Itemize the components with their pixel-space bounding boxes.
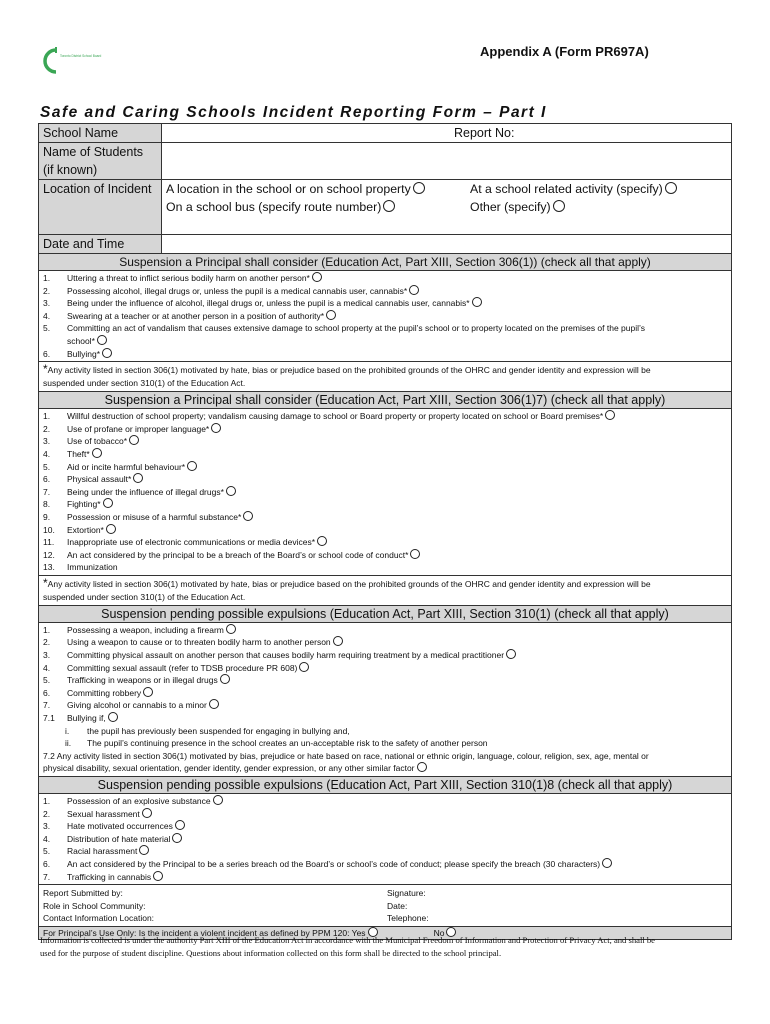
section4-items <box>39 794 731 885</box>
section4-item-checkbox[interactable] <box>213 795 223 805</box>
section1-item <box>43 285 727 298</box>
section2-item-checkbox[interactable] <box>133 473 143 483</box>
loc-school-property-radio[interactable] <box>413 182 425 194</box>
loc-school-property-label: A location in the school or on school property <box>166 182 411 196</box>
section2-item-number: 4. <box>43 448 51 459</box>
section3-item-checkbox[interactable] <box>299 662 309 672</box>
section2-item <box>43 423 727 436</box>
section3-item <box>43 687 727 700</box>
section3-item-checkbox[interactable] <box>506 649 516 659</box>
section2-item-number: 11. <box>43 537 55 548</box>
section3-item-number: 5. <box>43 675 51 686</box>
loc-school-bus-label: On a school bus (specify route number) <box>166 200 382 214</box>
section3-item-checkbox[interactable] <box>143 687 153 697</box>
section3-item <box>43 636 727 649</box>
section2-note-line1: Any activity listed in section 306(1) motivated by hate, bias or prejudice based on the prohibited grounds of the OHRC and gender identity and expression will be <box>47 578 651 589</box>
section3-sub-item <box>43 725 727 738</box>
section2-item-checkbox[interactable] <box>187 461 197 471</box>
date-time-row <box>39 235 731 254</box>
section3-item-number: 4. <box>43 662 51 673</box>
section2-item-text: Use of tobacco* <box>67 436 128 447</box>
section1-item <box>43 272 727 285</box>
section2-item <box>43 435 727 448</box>
section1-item-number: 2. <box>43 285 51 296</box>
section1-item-checkbox[interactable] <box>409 285 419 295</box>
date-time-field[interactable] <box>162 235 731 253</box>
section4-item-checkbox[interactable] <box>139 845 149 855</box>
page-title: Safe and Caring Schools Incident Reporting Form – Part I <box>40 104 547 121</box>
section2-item-text: Aid or incite harmful behaviour* <box>67 461 186 472</box>
section2-item-text: Inappropriate use of electronic communications or media devices* <box>67 537 316 548</box>
section1-heading: Suspension a Principal shall consider (Education Act, Part XIII, Section 306(1)) (check all that apply) <box>39 254 731 271</box>
section4-item <box>43 858 727 871</box>
privacy-notice-line1: Information is collected is under the authority Part XIII of the Education Act in accordance with the Municipal Freedom of Information and Protection of Privacy Act, and shall be <box>40 935 655 945</box>
students-label-line2: (if known) <box>43 163 98 177</box>
section4-item-text: Sexual harassment <box>67 808 140 819</box>
section3-item-number: 1. <box>43 624 51 635</box>
section2-item-number: 3. <box>43 436 51 447</box>
role-label[interactable]: Role in School Community: <box>43 900 146 911</box>
section3-item-7-2-line1: 7.2 Any activity listed in section 306(1) motivated by bias, prejudice or hate based on race, national or ethnic origin, language, colour, religion, sex, age, mental or <box>43 750 649 761</box>
section2-item <box>43 473 727 486</box>
loc-other-label: Other (specify) <box>470 200 551 214</box>
section4-item <box>43 808 727 821</box>
section3-item-checkbox[interactable] <box>220 674 230 684</box>
section3-item-number: 6. <box>43 687 51 698</box>
school-name-label: School Name <box>39 124 162 142</box>
section1-item-number: 4. <box>43 310 51 321</box>
section1-note-line1: Any activity listed in section 306(1) motivated by hate, bias or prejudice based on the prohibited grounds of the OHRC and gender identity and expression will be <box>47 365 651 376</box>
section2-item-text: Being under the influence of illegal drugs* <box>67 486 224 497</box>
section4-item <box>43 795 727 808</box>
section3-heading: Suspension pending possible expulsions (Education Act, Part XIII, Section 310(1) (check all that apply) <box>39 606 731 623</box>
location-options <box>162 180 731 234</box>
tdsb-logo <box>42 46 102 76</box>
section3-item-7-2-checkbox[interactable] <box>417 762 427 772</box>
section2-heading: Suspension a Principal shall consider (Education Act, Part XIII, Section 306(1)7) (check all that apply) <box>39 392 731 409</box>
section4-item-text: Hate motivated occurrences <box>67 821 173 832</box>
section1-item-number: 1. <box>43 273 51 283</box>
section4-item-number: 6. <box>43 858 51 869</box>
section4-item <box>43 820 727 833</box>
section3-item-number: 3. <box>43 650 51 661</box>
incident-form <box>38 123 732 940</box>
section2-item-text: Possession or misuse of a harmful substance* <box>67 511 242 522</box>
principal-no-label: No <box>433 927 445 938</box>
section3-sub-item-text: The pupil’s continuing presence in the school creates an un-acceptable risk to the safety of another person <box>87 738 488 749</box>
section2-item-checkbox[interactable] <box>410 549 420 559</box>
section4-item <box>43 871 727 884</box>
section4-item-text: An act considered by the Principal to be a series breach od the Board’s or school’s code of conduct; please specify the breach (30 characters) <box>67 858 601 869</box>
section1-item-number: 6. <box>43 348 51 359</box>
section3-item-text: Committing physical assault on another person that causes bodily harm requiring treatment by a medical practitioner <box>67 650 505 661</box>
section3-item-text: Possessing a weapon, including a firearm <box>67 624 224 635</box>
section3-item <box>43 624 727 637</box>
section2-note-star: * <box>43 575 48 590</box>
section3-item <box>43 699 727 712</box>
privacy-notice-line2: used for the purpose of student discipline. Questions about information collected on this form shall be directed to the school principal. <box>40 947 502 958</box>
section4-heading: Suspension pending possible expulsions (Education Act, Part XIII, Section 310(1)8 (check all that apply) <box>39 777 731 794</box>
section3-item-text: Giving alcohol or cannabis to a minor <box>67 700 207 711</box>
section2-item <box>43 524 727 537</box>
section2-item <box>43 561 727 574</box>
section4-item-number: 1. <box>43 796 51 806</box>
signature-label[interactable]: Signature: <box>387 888 426 899</box>
section4-item-number: 5. <box>43 846 51 857</box>
section2-item <box>43 448 727 461</box>
school-name-row <box>39 124 731 143</box>
section1-item-text: Committing an act of vandalism that causes extensive damage to school property at the pupil’s school or to property located on the premises of the pupil’s <box>67 323 646 334</box>
loc-other-radio[interactable] <box>553 200 565 212</box>
section4-item-checkbox[interactable] <box>602 858 612 868</box>
section4-item-checkbox[interactable] <box>175 820 185 830</box>
section4-item <box>43 845 727 858</box>
section1-item-text-cont: school* <box>67 335 95 346</box>
loc-school-bus-radio[interactable] <box>383 200 395 212</box>
section2-item-text: Fighting* <box>67 499 101 510</box>
section3-sub-item-number: i. <box>65 725 70 736</box>
section2-item-checkbox[interactable] <box>243 511 253 521</box>
section4-item <box>43 833 727 846</box>
section1-note-star: * <box>43 362 48 377</box>
section4-item-text: Racial harassment <box>67 846 138 857</box>
section4-item-checkbox[interactable] <box>142 808 152 818</box>
section1-item-checkbox[interactable] <box>472 297 482 307</box>
section2-item-text: Willful destruction of school property; vandalism causing damage to school or Board property or property located on school or Board premises* <box>67 411 604 422</box>
section1-item <box>43 297 727 310</box>
section2-item <box>43 410 727 423</box>
section1-item-checkbox[interactable] <box>97 335 107 345</box>
section3-item <box>43 662 727 675</box>
section3-item-text: Trafficking in weapons or in illegal drugs <box>67 675 218 686</box>
contact-label[interactable]: Contact Information Location: <box>43 913 155 924</box>
section2-item-number: 10. <box>43 524 55 535</box>
section3-item-7-2-line2: physical disability, sexual orientation, gender identity, gender expression, or any other similar factor <box>43 763 415 774</box>
loc-school-activity-radio[interactable] <box>665 182 677 194</box>
section3-item-text: Bullying if, <box>67 713 106 724</box>
section3-sub-item-number: ii. <box>65 738 72 749</box>
section2-item-checkbox[interactable] <box>226 486 236 496</box>
section2-item-text: An act considered by the principal to be a breach of the Board’s or school code of conduct* <box>67 549 409 560</box>
section1-item <box>43 348 727 361</box>
section2-item-number: 8. <box>43 499 51 510</box>
appendix-label: Appendix A (Form PR697A) <box>480 44 649 59</box>
section1-item <box>43 310 727 323</box>
section3-items <box>39 623 731 777</box>
section3-item-checkbox[interactable] <box>209 699 219 709</box>
section2-item <box>43 511 727 524</box>
section3-item-checkbox[interactable] <box>226 624 236 634</box>
location-label: Location of Incident <box>39 180 162 234</box>
section1-note <box>39 362 731 392</box>
section2-item-number: 5. <box>43 461 51 472</box>
section2-item-number: 9. <box>43 511 51 522</box>
date-label[interactable]: Date: <box>387 900 408 911</box>
section2-item-checkbox[interactable] <box>92 448 102 458</box>
section4-item-number: 2. <box>43 808 51 819</box>
loc-school-activity-label: At a school related activity (specify) <box>470 182 663 196</box>
section4-item-checkbox[interactable] <box>153 871 163 881</box>
section2-item <box>43 461 727 474</box>
section4-item-number: 3. <box>43 821 51 832</box>
section3-item <box>43 649 727 662</box>
section1-item-number: 5. <box>43 323 51 334</box>
section1-note-line2: suspended under section 310(1) of the Education Act. <box>43 378 246 389</box>
section3-item-checkbox[interactable] <box>333 636 343 646</box>
section3-item-text: Committing robbery <box>67 687 142 698</box>
section2-items <box>39 409 731 576</box>
section2-item-checkbox[interactable] <box>103 498 113 508</box>
section1-item-text: Swearing at a teacher or at another person in a position of authority* <box>67 310 325 321</box>
section2-item-checkbox[interactable] <box>211 423 221 433</box>
section2-item <box>43 486 727 499</box>
privacy-notice <box>40 934 730 959</box>
report-submitted-label[interactable]: Report Submitted by: <box>43 888 123 899</box>
section2-item <box>43 536 727 549</box>
students-label-line1: Name of Students <box>43 145 144 159</box>
section3-item-text: Using a weapon to cause or to threaten bodily harm to another person <box>67 637 331 648</box>
section2-item-text: Extortion* <box>67 524 104 535</box>
section2-item <box>43 498 727 511</box>
section2-item-checkbox[interactable] <box>605 410 615 420</box>
section3-item <box>43 674 727 687</box>
section1-item-text: Uttering a threat to inflict serious bodily harm on another person* <box>67 273 310 283</box>
section1-item-text: Being under the influence of alcohol, illegal drugs or, unless the pupil is a medical cannabis user, cannabis* <box>67 298 470 309</box>
section3-item-number: 7.1 <box>43 713 55 724</box>
students-label <box>39 143 162 179</box>
section2-item-checkbox[interactable] <box>106 524 116 534</box>
section2-item-number: 1. <box>43 411 51 422</box>
section2-item-checkbox[interactable] <box>129 435 139 445</box>
location-row <box>39 180 731 235</box>
section1-item-checkbox[interactable] <box>312 272 322 282</box>
section1-item-text: Possessing alcohol, illegal drugs or, unless the pupil is a medical cannabis user, cannabis* <box>67 285 408 296</box>
section1-item <box>43 322 727 347</box>
section2-note <box>39 576 731 606</box>
section2-note-line2: suspended under section 310(1) of the Education Act. <box>43 591 246 602</box>
section4-item-checkbox[interactable] <box>172 833 182 843</box>
section2-item-text: Theft* <box>67 448 90 459</box>
date-time-label: Date and Time <box>39 235 162 253</box>
section1-item-text: Bullying* <box>67 348 101 359</box>
section2-item-checkbox[interactable] <box>317 536 327 546</box>
section4-item-text: Possession of an explosive substance <box>67 796 211 806</box>
section2-item-number: 12. <box>43 549 55 560</box>
students-row <box>39 143 731 180</box>
section2-item-number: 6. <box>43 474 51 485</box>
section1-item-checkbox[interactable] <box>326 310 336 320</box>
section2-item-text: Immunization <box>67 562 118 573</box>
section2-item-text: Physical assault* <box>67 474 132 485</box>
section4-item-number: 7. <box>43 871 51 882</box>
footer-fields <box>39 885 731 927</box>
report-no-label[interactable]: Report No: <box>454 126 515 140</box>
section3-sub-item-text: the pupil has previously been suspended for engaging in bullying and, <box>87 725 350 736</box>
section2-item-number: 13. <box>43 562 55 573</box>
section3-sub-item <box>43 737 727 750</box>
section2-item-number: 2. <box>43 423 51 434</box>
section3-item-text: Committing sexual assault (refer to TDSB procedure PR 608) <box>67 662 298 673</box>
section4-item-text: Distribution of hate material <box>67 833 171 844</box>
section2-item <box>43 549 727 562</box>
section3-item <box>43 712 727 725</box>
section3-item-checkbox[interactable] <box>108 712 118 722</box>
section2-item-text: Use of profane or improper language* <box>67 423 210 434</box>
telephone-label[interactable]: Telephone: <box>387 913 429 924</box>
section3-item-number: 7. <box>43 700 51 711</box>
logo-text: Toronto District School Board <box>60 54 102 58</box>
section3-item-number: 2. <box>43 637 51 648</box>
students-field[interactable] <box>162 143 731 179</box>
section2-item-number: 7. <box>43 486 51 497</box>
section1-items <box>39 271 731 362</box>
section1-item-checkbox[interactable] <box>102 348 112 358</box>
section1-item-number: 3. <box>43 298 51 309</box>
section4-item-text: Trafficking in cannabis <box>67 871 152 882</box>
section3-item-7-2 <box>43 750 727 775</box>
principal-question-text: For Principal’s Use Only: Is the incident a violent incident as defined by PPM 120: Yes <box>43 927 366 938</box>
section4-item-number: 4. <box>43 833 51 844</box>
